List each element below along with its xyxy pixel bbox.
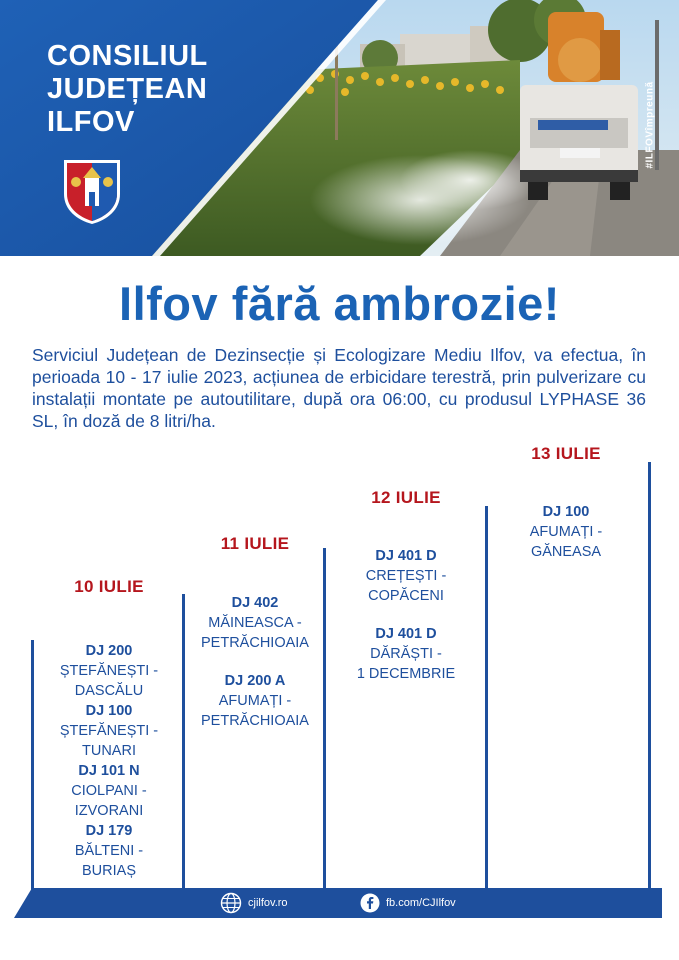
schedule-column-13-iulie <box>491 444 641 562</box>
road-code: DJ 200 A <box>224 673 286 689</box>
intro-paragraph: Serviciul Județean de Dezinsecție și Ecologizare Mediu Ilfov, va efectua, în perioada 10 - 17 iulie 2023, acțiunea de erbicidare terestră, prin pulverizare cu instalații montate pe autoutilitare, după ora 06:00, cu produsul LYPHASE 36 SL, în doză de 8 litri/ha. <box>32 345 646 431</box>
road-segment: CREȚEȘTI - COPĂCENI <box>365 568 447 604</box>
schedule-column-11-iulie <box>180 534 330 731</box>
facebook-link[interactable]: fb.com/CJIlfov <box>386 897 456 909</box>
brand-line-3: ILFOV <box>47 106 135 138</box>
brand-line-2: JUDEȚEAN <box>47 73 208 105</box>
road-code: DJ 401 D <box>375 548 437 564</box>
column-date: 13 IULIE <box>531 444 601 463</box>
road-segment: AFUMAȚI - PETRĂCHIOAIA <box>201 693 309 729</box>
road-code: DJ 401 D <box>375 626 437 642</box>
brand-line-1: CONSILIUL <box>47 40 208 72</box>
road-code: DJ 100 <box>542 504 590 520</box>
council-brand <box>47 40 208 139</box>
hashtag-label: #ILFOVîmpreună <box>644 81 656 169</box>
road-segment: ȘTEFĂNEȘTI - DASCĂLU <box>59 663 159 699</box>
globe-icon <box>220 892 242 914</box>
column-date: 11 IULIE <box>220 534 290 553</box>
road-code: DJ 179 <box>85 823 133 839</box>
column-divider <box>648 462 651 892</box>
road-segment: MĂINEASCA - PETRĂCHIOAIA <box>201 615 309 651</box>
road-code: DJ 402 <box>231 595 279 611</box>
road-segment: AFUMAȚI - GĂNEASA <box>529 524 603 560</box>
road-segment: ȘTEFĂNEȘTI - TUNARI <box>59 723 159 759</box>
footer-website[interactable] <box>220 891 288 915</box>
road-segment: BĂLTENI - BURIAȘ <box>74 843 144 879</box>
road-segment: CIOLPANI - IZVORANI <box>71 783 147 819</box>
footer-bar <box>14 888 662 918</box>
column-divider <box>485 506 488 892</box>
column-date: 12 IULIE <box>371 488 441 507</box>
road-segment: DĂRĂȘTI - 1 DECEMBRIE <box>356 646 456 682</box>
footer-facebook[interactable] <box>360 891 456 915</box>
facebook-icon <box>360 893 380 913</box>
website-link[interactable]: cjilfov.ro <box>248 897 288 909</box>
road-code: DJ 101 N <box>78 763 140 779</box>
coat-of-arms-icon <box>61 158 123 226</box>
column-date: 10 IULIE <box>74 577 144 596</box>
header-banner <box>0 0 679 256</box>
schedule-column-10-iulie <box>34 577 184 881</box>
schedule-column-12-iulie <box>331 488 481 684</box>
road-code: DJ 200 <box>85 643 133 659</box>
page-title: Ilfov fără ambrozie! <box>119 277 560 330</box>
road-code: DJ 100 <box>85 703 133 719</box>
